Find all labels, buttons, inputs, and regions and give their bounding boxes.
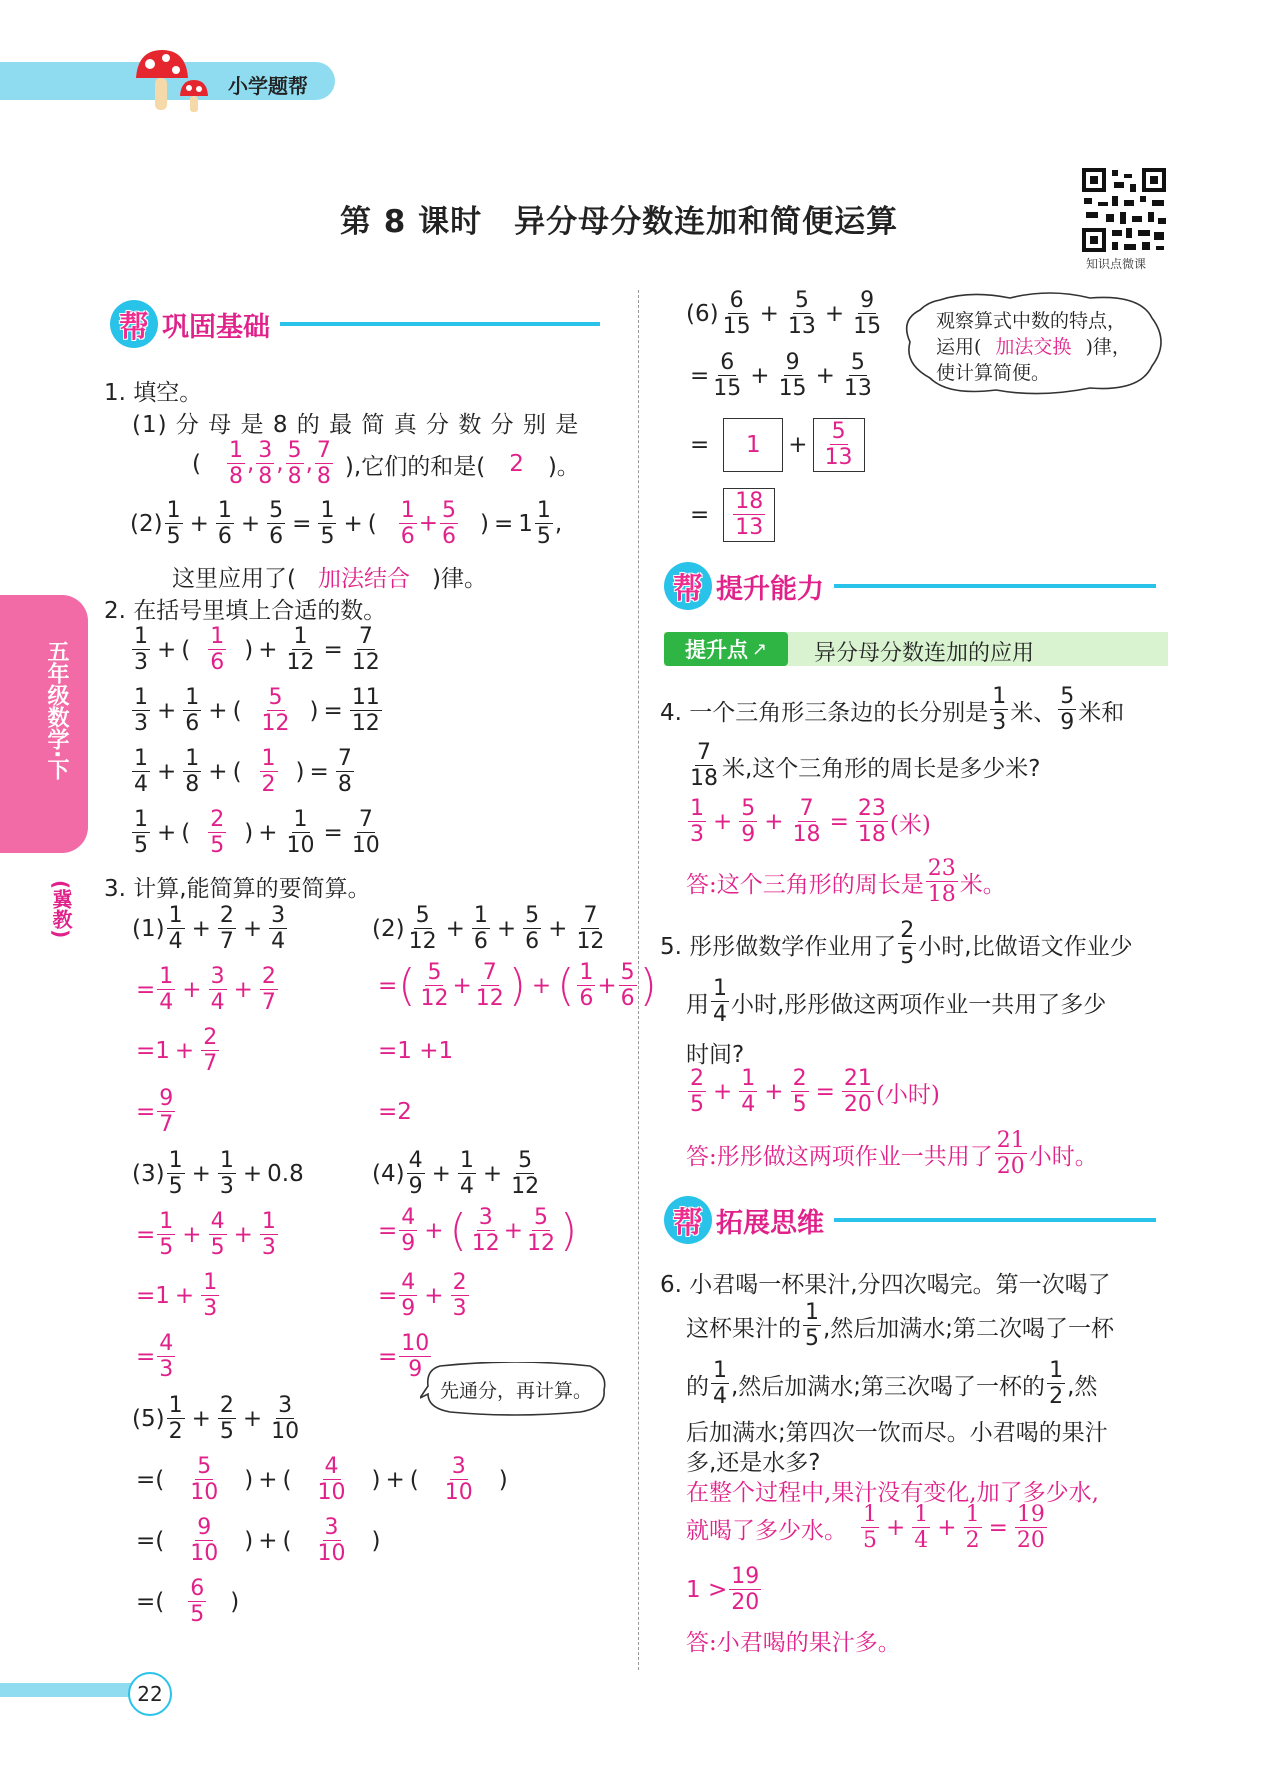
lesson-title: 第 8 课时 异分母分数连加和简便运算 xyxy=(340,204,899,240)
section-badge: 帮 xyxy=(110,300,158,348)
q3-5-step1: =( $\frac{5}{10}$ ) + ( $\frac{4}{10}$ ) + ( $\frac{3}{10}$ ) xyxy=(136,1454,508,1505)
section-basic-header xyxy=(110,300,600,348)
q5-line2: 用 1 4 小时,彤彤做这两项作业一共用了多少 xyxy=(686,976,1107,1027)
section-ability-title: 提升能力 xyxy=(716,573,824,605)
q1-part2-answer: 加法结合 xyxy=(317,566,410,592)
q3-1-problem: (1) 1 4 + $\frac{2}{7}$ + $\frac{3}{4}$ xyxy=(132,903,286,954)
q6-line1: 6. 小君喝一杯果汁,分四次喝完。第一次喝了 xyxy=(660,1272,1111,1298)
q6-answer: 答:小君喝的果汁多。 xyxy=(686,1630,901,1656)
observe-answer: 加法交换 xyxy=(995,336,1072,358)
q1-title: 1. 填空。 xyxy=(104,380,203,406)
q3-5-step2: =( $\frac{9}{10}$ ) + ( $\frac{3}{10}$ ) xyxy=(136,1515,381,1566)
q2-row2: 1 3 + $\frac{1}{6}$ + ( $\frac{5}{12}$ ) = $\frac{11}{12}$ xyxy=(134,685,380,736)
q3-1-step1: = 1 4 + $\frac{3}{4}$ + $\frac{2}{7}$ xyxy=(136,964,276,1015)
q3-1-step2: =1 + $\frac{2}{7}$ xyxy=(136,1025,218,1076)
q6-line2: 这杯果汁的 1 5 ,然后加满水;第二次喝了一杯 xyxy=(686,1300,1115,1351)
section-basic-title: 巩固基础 xyxy=(162,311,270,343)
q6-line5: 多,还是水多? xyxy=(686,1450,821,1476)
q5-line3: 时间? xyxy=(686,1042,745,1068)
qr-code-icon xyxy=(1080,166,1168,254)
observe-line2: 运用( 加法交换 )律， xyxy=(936,336,1131,358)
q2-row4: 1 5 + ( $\frac{2}{5}$ ) + $\frac{1}{10}$ = $\frac{7}{10}$ xyxy=(134,807,380,858)
q3-6-step2: = 1 + 5 13 xyxy=(690,418,865,472)
q3-3-problem: (3) 1 5 + $\frac{1}{3}$ + 0.8 xyxy=(132,1148,304,1199)
q1-part1-text: (1) 分 母 是 8 的 最 简 真 分 数 分 别 是 xyxy=(132,412,580,438)
brand-name: 小学题帮 xyxy=(228,74,308,98)
hint-bubble xyxy=(420,1362,610,1416)
q4-answer: 答:这个三角形的周长是 23 18 米。 xyxy=(686,856,1006,907)
q3-2-step1: = ( 5 12 + 7 12 ) + ( 1 6 + 5 6 ) xyxy=(378,960,657,1011)
q1-part2-tail: 这里应用了( 加法结合 )律。 xyxy=(172,560,487,593)
q3-4-step2: = 4 9 + $\frac{2}{3}$ xyxy=(378,1270,467,1321)
q3-4-step3: = 10 9 xyxy=(378,1331,430,1382)
q2-row3: 1 4 + $\frac{1}{8}$ + ( $\frac{1}{2}$ ) = $\frac{7}{8}$ xyxy=(134,746,352,797)
page-number: 22 xyxy=(128,1672,172,1716)
q3-3-step3: = 4 3 xyxy=(136,1331,174,1382)
q3-2-problem: (2) 5 12 + $\frac{1}{6}$ + $\frac{5}{6}$ + $\frac{7}{12}$ xyxy=(372,903,605,954)
q4-solution: 1 3 + $\frac{5}{9}$ + $\frac{7}{18}$ = $\frac{23}{18}$ (米) xyxy=(690,796,931,847)
q3-4-step1: = 4 9 + ( 3 12 + 5 12 ) xyxy=(378,1205,578,1256)
hint-text: 先通分，再计算。 xyxy=(440,1380,593,1402)
section-ability-header xyxy=(664,562,1156,610)
q6-line3: 的 1 4 ,然后加满水;第三次喝了一杯的 1 2 ,然 xyxy=(686,1358,1098,1409)
section-expand-title: 拓展思维 xyxy=(716,1207,824,1239)
side-tab-edition: (冀教) xyxy=(49,880,73,939)
q6-solution-line2: 就喝了多少水。 1 5 + $\frac{1}{4}$ + $\frac{1}{2}$ = $\frac{19}{20}$ xyxy=(686,1502,1045,1553)
side-tab-grade: 五年级数学·下 xyxy=(44,640,69,781)
q5-answer: 答:彤彤做这两项作业一共用了 21 20 小时。 xyxy=(686,1128,1098,1179)
q6-solution-line1: 在整个过程中,果汁没有变化,加了多少水, xyxy=(686,1480,1099,1506)
q3-3-step2: =1 + $\frac{1}{3}$ xyxy=(136,1270,218,1321)
q3-3-step1: = 1 5 + $\frac{4}{5}$ + $\frac{1}{3}$ xyxy=(136,1209,276,1260)
q6-compare: 1 > 19 20 xyxy=(686,1564,760,1615)
q3-6-problem: (6) 6 15 + $\frac{5}{13}$ + $\frac{9}{15}$ xyxy=(686,288,882,339)
section-rule xyxy=(834,1218,1156,1222)
observe-line3: 使计算简便。 xyxy=(936,362,1051,384)
section-badge: 帮 xyxy=(664,562,712,610)
section-rule xyxy=(280,322,600,326)
section-expand-header xyxy=(664,1196,1156,1244)
q3-5-problem: (5) 1 2 + $\frac{2}{5}$ + $\frac{3}{10}$ xyxy=(132,1393,300,1444)
q3-5-step3: =( $\frac{6}{5}$ ) xyxy=(136,1576,240,1627)
q1-part2-line: (2) 1 5 + $\frac{1}{6}$ + $\frac{5}{6}$ = $\frac{1}{5}$ + ( $\frac{1}{6}$ + $\frac{5}{6}$ ) = 1 $\frac{1}{5}$ , xyxy=(130,498,563,549)
tisheng-text: 异分母分数连加的应用 xyxy=(814,641,1035,666)
q3-title: 3. 计算,能简算的要简算。 xyxy=(104,876,371,902)
q3-6-step3: = 18 13 xyxy=(690,488,775,542)
observe-bubble xyxy=(900,292,1168,396)
q4-line2: 7 18 米,这个三角形的周长是多少米? xyxy=(690,740,1041,791)
arrow-icon: ↗ xyxy=(751,638,768,660)
q5-line1: 5. 彤彤做数学作业用了 2 5 小时,比做语文作业少 xyxy=(660,918,1133,969)
q1-sum-text: ),它们的和是( xyxy=(344,453,486,480)
qr-caption: 知识点微课 xyxy=(1086,257,1147,271)
q3-1-step3: = 9 7 xyxy=(136,1086,174,1137)
q3-6-step1: = 6 15 + $\frac{9}{15}$ + $\frac{5}{13}$ xyxy=(690,350,872,401)
q3-2-step2: =1 +1 xyxy=(378,1038,454,1064)
observe-line1: 观察算式中数的特点， xyxy=(936,310,1127,332)
q3-4-problem: (4) 4 9 + $\frac{1}{4}$ + $\frac{5}{12}$ xyxy=(372,1148,540,1199)
q1-part1-answer-line: ( $\frac{1}{8}$ , $\frac{3}{8}$ , $\frac{5}{8}$ , $\frac{7}{8}$ ),它们的和是( 2 )。 xyxy=(192,438,580,489)
section-rule xyxy=(834,584,1156,588)
section-badge: 帮 xyxy=(664,1196,712,1244)
q2-row1: 1 3 + ( $\frac{1}{6}$ ) + $\frac{1}{12}$ = $\frac{7}{12}$ xyxy=(134,624,380,675)
q5-solution: 2 5 + $\frac{1}{4}$ + $\frac{2}{5}$ = $\frac{21}{20}$ (小时) xyxy=(690,1066,940,1117)
q6-line4: 后加满水;第四次一饮而尽。小君喝的果汁 xyxy=(686,1420,1108,1446)
q1-sum-answer: 2 xyxy=(509,451,524,477)
q4-line1: 4. 一个三角形三条边的长分别是 1 3 米、 5 9 米和 xyxy=(660,684,1125,735)
mushroom-icon xyxy=(128,44,218,116)
tisheng-label: 提升点 ↗ xyxy=(664,632,788,666)
q2-title: 2. 在括号里填上合适的数。 xyxy=(104,598,387,624)
q3-2-step3: =2 xyxy=(378,1099,412,1125)
